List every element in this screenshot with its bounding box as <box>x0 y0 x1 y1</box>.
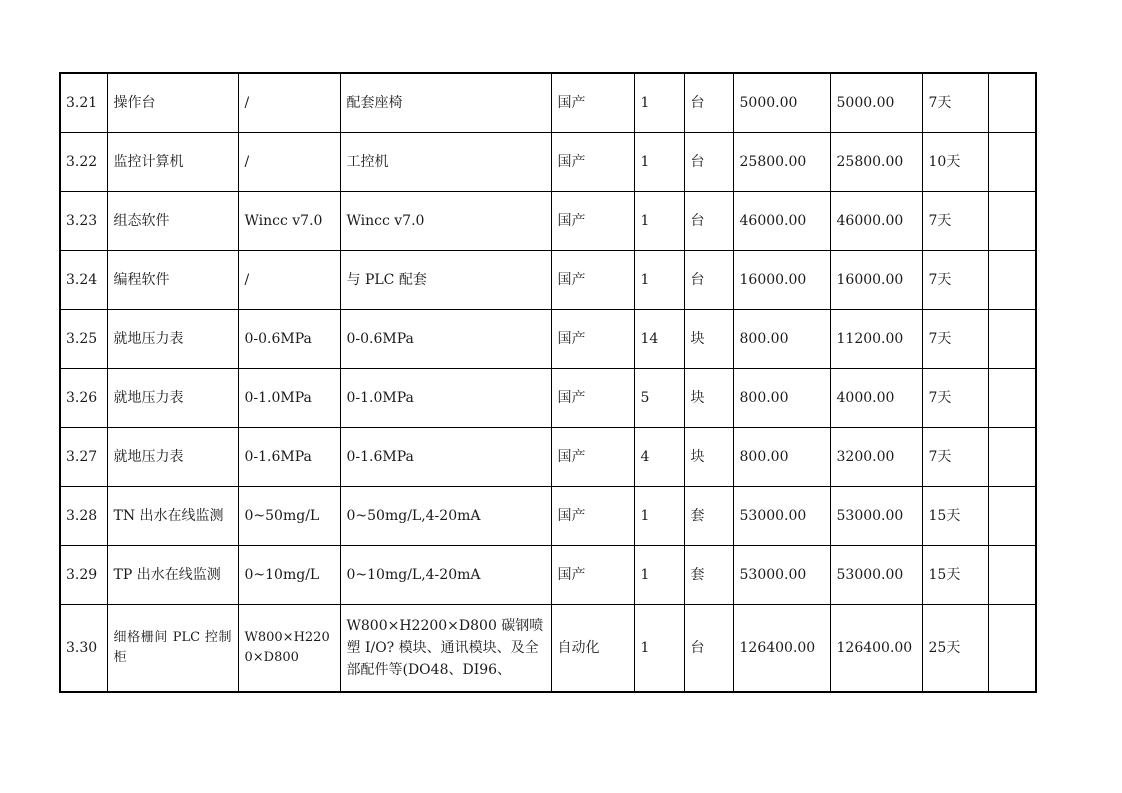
item-lead-time: 25天 <box>922 604 988 692</box>
item-name: 操作台 <box>107 73 238 132</box>
item-quantity: 1 <box>634 604 684 692</box>
item-name: 就地压力表 <box>107 427 238 486</box>
item-unit: 套 <box>684 545 733 604</box>
table-row <box>60 427 1036 486</box>
item-unit: 台 <box>684 73 733 132</box>
item-origin: 国产 <box>551 250 634 309</box>
table-row <box>60 486 1036 545</box>
item-total-price: 4000.00 <box>830 368 922 427</box>
table-row <box>60 73 1036 132</box>
item-origin: 国产 <box>551 73 634 132</box>
item-model: / <box>238 250 340 309</box>
item-model: 0-1.6MPa <box>238 427 340 486</box>
item-unit: 块 <box>684 309 733 368</box>
item-quantity: 1 <box>634 132 684 191</box>
item-origin: 国产 <box>551 191 634 250</box>
item-remark <box>988 309 1036 368</box>
item-quantity: 1 <box>634 73 684 132</box>
item-name: 就地压力表 <box>107 309 238 368</box>
item-remark <box>988 250 1036 309</box>
item-unit: 台 <box>684 604 733 692</box>
item-number: 3.30 <box>60 604 107 692</box>
item-remark <box>988 486 1036 545</box>
item-quantity: 4 <box>634 427 684 486</box>
item-remark <box>988 368 1036 427</box>
item-quantity: 1 <box>634 545 684 604</box>
item-spec: 与 PLC 配套 <box>340 250 551 309</box>
table-row <box>60 132 1036 191</box>
item-unit: 台 <box>684 132 733 191</box>
item-spec: 工控机 <box>340 132 551 191</box>
item-model: 0-1.0MPa <box>238 368 340 427</box>
item-remark <box>988 427 1036 486</box>
item-unit-price: 53000.00 <box>733 545 830 604</box>
item-unit-price: 800.00 <box>733 427 830 486</box>
item-quantity: 1 <box>634 250 684 309</box>
item-total-price: 46000.00 <box>830 191 922 250</box>
item-total-price: 126400.00 <box>830 604 922 692</box>
item-lead-time: 15天 <box>922 545 988 604</box>
item-lead-time: 7天 <box>922 427 988 486</box>
item-number: 3.24 <box>60 250 107 309</box>
item-unit-price: 800.00 <box>733 309 830 368</box>
item-remark <box>988 545 1036 604</box>
item-model: Wincc v7.0 <box>238 191 340 250</box>
table-row <box>60 191 1036 250</box>
item-unit-price: 46000.00 <box>733 191 830 250</box>
item-model: / <box>238 73 340 132</box>
item-number: 3.22 <box>60 132 107 191</box>
item-number: 3.28 <box>60 486 107 545</box>
item-spec: 0-1.6MPa <box>340 427 551 486</box>
item-total-price: 3200.00 <box>830 427 922 486</box>
item-name: 细格栅间 PLC 控制柜 <box>107 604 238 692</box>
item-total-price: 25800.00 <box>830 132 922 191</box>
item-spec: W800×H2200×D800 碳钢喷塑 I/O? 模块、通讯模块、及全部配件等(DO48、DI96、 <box>340 604 551 692</box>
item-spec: 0~10mg/L,4-20mA <box>340 545 551 604</box>
item-remark <box>988 191 1036 250</box>
item-name: 监控计算机 <box>107 132 238 191</box>
table-row <box>60 545 1036 604</box>
item-unit: 套 <box>684 486 733 545</box>
item-origin: 自动化 <box>551 604 634 692</box>
item-unit: 块 <box>684 368 733 427</box>
item-model: 0~10mg/L <box>238 545 340 604</box>
item-number: 3.25 <box>60 309 107 368</box>
item-number: 3.29 <box>60 545 107 604</box>
item-number: 3.23 <box>60 191 107 250</box>
item-spec: Wincc v7.0 <box>340 191 551 250</box>
item-lead-time: 15天 <box>922 486 988 545</box>
item-remark <box>988 73 1036 132</box>
item-quantity: 5 <box>634 368 684 427</box>
item-model: / <box>238 132 340 191</box>
item-name: 组态软件 <box>107 191 238 250</box>
item-origin: 国产 <box>551 427 634 486</box>
item-number: 3.27 <box>60 427 107 486</box>
table-row <box>60 250 1036 309</box>
item-lead-time: 7天 <box>922 250 988 309</box>
item-spec: 0~50mg/L,4-20mA <box>340 486 551 545</box>
item-spec: 0-1.0MPa <box>340 368 551 427</box>
item-unit-price: 126400.00 <box>733 604 830 692</box>
item-total-price: 53000.00 <box>830 486 922 545</box>
item-lead-time: 7天 <box>922 368 988 427</box>
item-origin: 国产 <box>551 486 634 545</box>
table-row <box>60 604 1036 692</box>
item-origin: 国产 <box>551 309 634 368</box>
item-quantity: 1 <box>634 191 684 250</box>
item-unit: 台 <box>684 250 733 309</box>
item-quantity: 14 <box>634 309 684 368</box>
item-unit: 台 <box>684 191 733 250</box>
item-model: W800×H2200×D800 <box>238 604 340 692</box>
item-unit-price: 800.00 <box>733 368 830 427</box>
item-lead-time: 10天 <box>922 132 988 191</box>
item-unit-price: 5000.00 <box>733 73 830 132</box>
item-origin: 国产 <box>551 545 634 604</box>
item-model: 0~50mg/L <box>238 486 340 545</box>
item-spec: 配套座椅 <box>340 73 551 132</box>
item-name: TP 出水在线监测 <box>107 545 238 604</box>
table-body <box>60 73 1036 692</box>
item-total-price: 16000.00 <box>830 250 922 309</box>
item-lead-time: 7天 <box>922 73 988 132</box>
item-lead-time: 7天 <box>922 191 988 250</box>
item-lead-time: 7天 <box>922 309 988 368</box>
table-row <box>60 368 1036 427</box>
item-remark <box>988 604 1036 692</box>
item-model: 0-0.6MPa <box>238 309 340 368</box>
equipment-price-table <box>59 72 1037 693</box>
item-spec: 0-0.6MPa <box>340 309 551 368</box>
item-number: 3.21 <box>60 73 107 132</box>
item-unit-price: 25800.00 <box>733 132 830 191</box>
table-row <box>60 309 1036 368</box>
item-unit: 块 <box>684 427 733 486</box>
item-number: 3.26 <box>60 368 107 427</box>
item-remark <box>988 132 1036 191</box>
item-quantity: 1 <box>634 486 684 545</box>
item-total-price: 11200.00 <box>830 309 922 368</box>
item-origin: 国产 <box>551 368 634 427</box>
item-total-price: 53000.00 <box>830 545 922 604</box>
item-name: TN 出水在线监测 <box>107 486 238 545</box>
item-name: 就地压力表 <box>107 368 238 427</box>
item-unit-price: 53000.00 <box>733 486 830 545</box>
item-origin: 国产 <box>551 132 634 191</box>
item-unit-price: 16000.00 <box>733 250 830 309</box>
item-total-price: 5000.00 <box>830 73 922 132</box>
item-name: 编程软件 <box>107 250 238 309</box>
